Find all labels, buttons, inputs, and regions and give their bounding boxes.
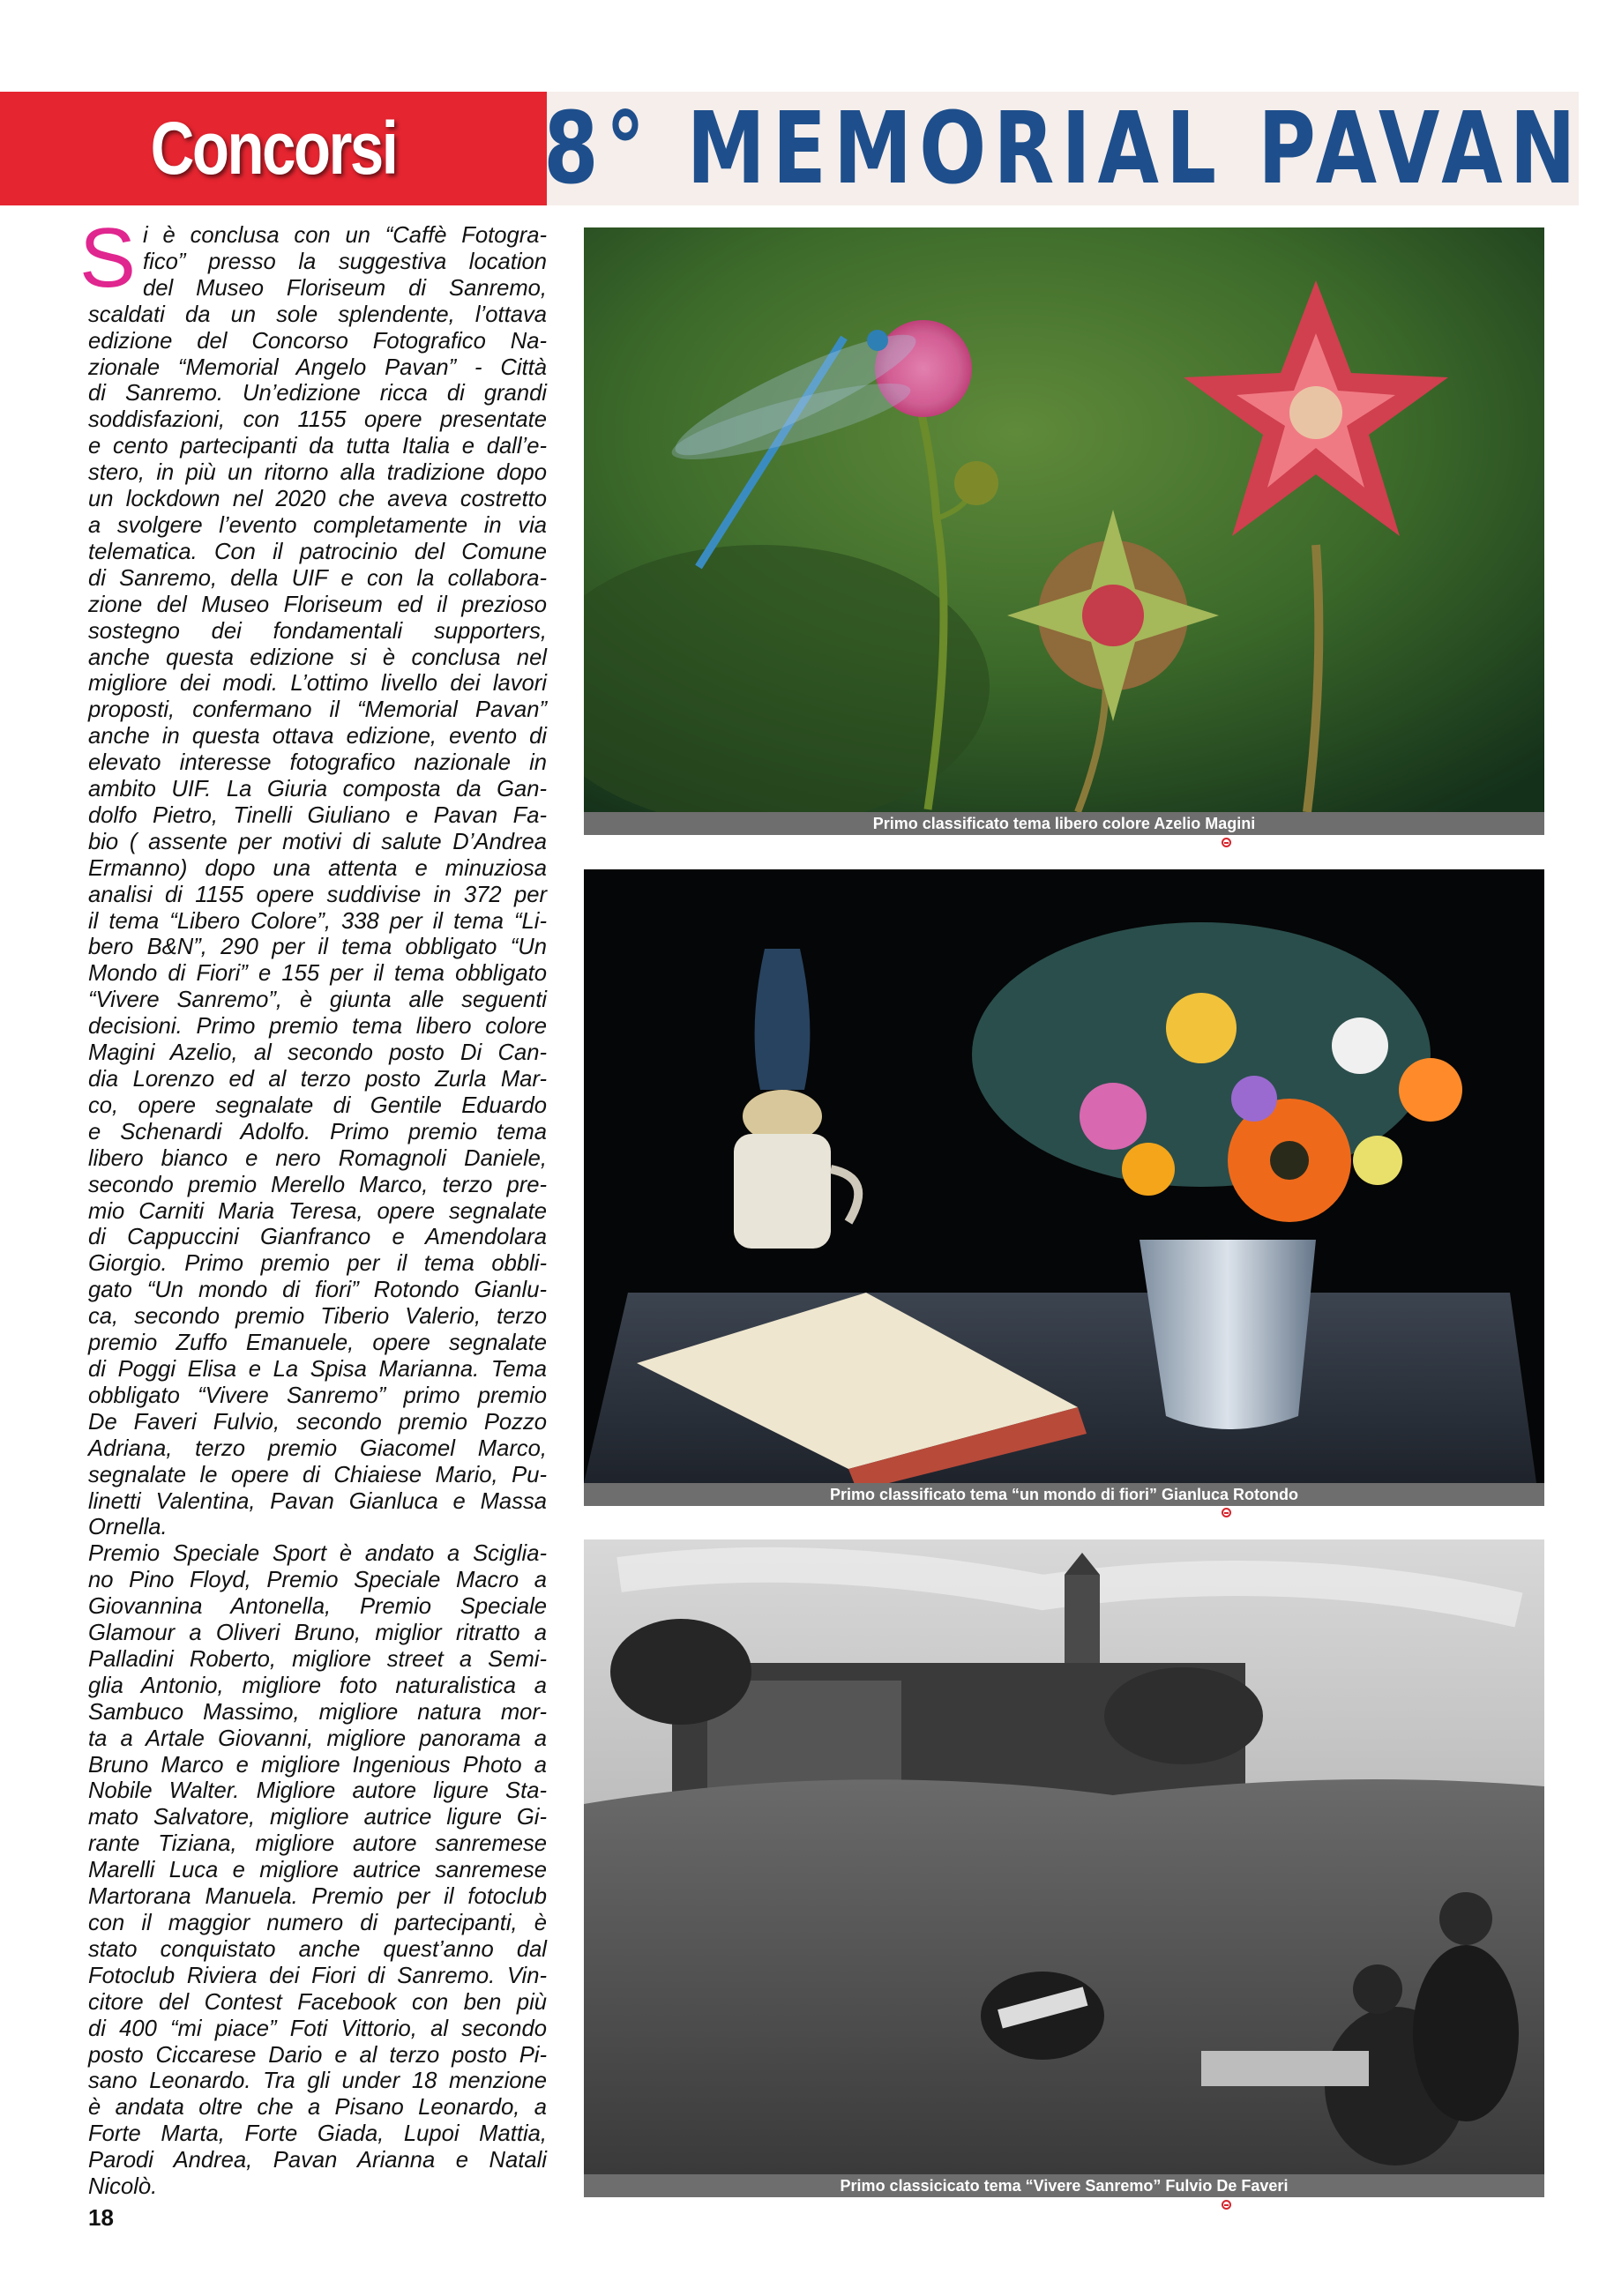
article-line: ca, secondo premio Tiberio Valerio, terzo — [88, 1304, 547, 1330]
article-line: scaldati da un sole splendente, l’ottava — [88, 302, 547, 327]
article-line: ta a Artale Giovanni, migliore panorama a — [88, 1726, 547, 1751]
article-line: zionale “Memorial Angelo Pavan” - Città — [88, 354, 547, 380]
article-line: posto Ciccarese Dario e al terzo posto Pi- — [88, 2042, 547, 2068]
article-line: stero, in più un ritorno alla tradizione dopo — [88, 460, 547, 486]
article-line: il tema “Libero Colore”, 338 per il tema “Li- — [88, 908, 547, 934]
article-line: Marelli Luca e migliore autrice sanremese — [88, 1858, 547, 1883]
article-line: bero B&N”, 290 per il tema obbligato “Un — [88, 935, 547, 960]
article-line: mio Carniti Maria Teresa, opere segnalate — [88, 1198, 547, 1224]
article-line: Ornella. — [88, 1515, 168, 1540]
article-line: gato “Un mondo di fiori” Rotondo Gianlu- — [88, 1278, 547, 1303]
photo-caption-1: Primo classificato tema libero colore Azelio Magini — [584, 812, 1544, 835]
article-line: no Pino Floyd, Premio Speciale Macro a — [88, 1568, 547, 1593]
article-line: libero bianco e nero Romagnoli Daniele, — [88, 1145, 547, 1171]
article-line: Giorgio. Primo premio per il tema obbli- — [88, 1251, 547, 1277]
article-line: anche questa edizione si è conclusa nel — [88, 645, 547, 670]
article-line: Magini Azelio, al secondo posto Di Can- — [88, 1040, 547, 1066]
article-line: e cento partecipanti da tutta Italia e dall’e- — [88, 434, 547, 459]
article-line: Giovannina Antonella, Premio Speciale — [88, 1594, 547, 1620]
photo-still-life-flowers — [584, 869, 1544, 1483]
article-line: sostegno dei fondamentali supporters, — [88, 618, 547, 644]
article-line: stato conquistato anche quest’anno dal — [88, 1936, 547, 1962]
article-line: Glamour a Oliveri Bruno, miglior ritratto a — [88, 1621, 547, 1646]
article-text — [88, 223, 547, 2201]
article-line: Nicolò. — [88, 2174, 158, 2200]
article-line: obbligato “Vivere Sanremo” primo premio — [88, 1383, 547, 1408]
article-line: telematica. Con il patrocinio del Comune — [88, 539, 547, 564]
article-line: Forte Marta, Forte Giada, Lupoi Mattia, — [88, 2121, 547, 2147]
article-line: Parodi Andrea, Pavan Arianna e Natali — [88, 2148, 547, 2173]
article-line: secondo premio Merello Marco, terzo pre- — [88, 1172, 547, 1197]
article-line: a svolgere l’evento completamente in via — [88, 512, 547, 538]
article-body — [79, 211, 547, 2201]
title-banner — [542, 91, 1583, 206]
photo-vivere-sanremo — [584, 1539, 1544, 2174]
article-line: co, opere segnalate di Gentile Eduardo — [88, 1092, 547, 1118]
article-line: di Sanremo, della UIF e con la collabora- — [88, 565, 547, 591]
article-line: con il maggior numero di partecipanti, è — [88, 1911, 547, 1935]
article-line: dia Lorenzo ed al terzo posto Zurla Mar- — [88, 1067, 547, 1092]
article-line: rante Tiziana, migliore autore sanremese — [88, 1831, 547, 1857]
article-line: edizione del Concorso Fotografico Na- — [88, 328, 547, 354]
caption-marker-icon — [1222, 838, 1231, 847]
article-line: del Museo Floriseum di Sanremo, — [143, 275, 547, 301]
drop-cap: S — [79, 211, 137, 305]
article-line: Sambuco Massimo, migliore natura mor- — [88, 1699, 547, 1725]
caption-marker-icon — [1222, 2200, 1231, 2210]
article-line: glia Antonio, migliore foto naturalistica a — [88, 1673, 547, 1698]
article-line: e Schenardi Adolfo. Primo premio tema — [88, 1119, 547, 1144]
photo-caption-3: Primo classicicato tema “Vivere Sanremo” Fulvio De Faveri — [584, 2174, 1544, 2197]
section-banner — [0, 92, 547, 205]
article-line: bio ( assente per motivi di salute D’Andrea — [88, 829, 547, 854]
article-line: sano Leonardo. Tra gli under 18 menzione — [88, 2069, 547, 2094]
article-line: Premio Speciale Sport è andato a Sciglia- — [88, 1541, 547, 1567]
article-line: i è conclusa con un “Caffè Fotogra- — [143, 223, 547, 248]
article-line: proposti, confermano il “Memorial Pavan” — [88, 697, 547, 723]
article-line: Nobile Walter. Migliore autore ligure Sta- — [88, 1778, 547, 1804]
article-line: Palladini Roberto, migliore street a Semi- — [88, 1646, 547, 1672]
article-line: è andata oltre che a Pisano Leonardo, a — [88, 2095, 547, 2121]
article-line: di 400 “mi piace” Foti Vittorio, al secondo — [88, 2016, 547, 2041]
article-line: fico” presso la suggestiva location — [143, 249, 547, 274]
article-line: Fotoclub Riviera dei Fiori di Sanremo. Vin- — [88, 1963, 547, 1988]
article-line: Mondo di Fiori” e 155 per il tema obbligato — [88, 961, 547, 987]
photo-caption-2: Primo classificato tema “un mondo di fiori” Gianluca Rotondo — [584, 1483, 1544, 1506]
photo-landscape-image — [584, 1539, 1544, 2174]
article-line: citore del Contest Facebook con ben più — [88, 1989, 547, 2015]
article-line: premio Zuffo Emanuele, opere segnalate — [88, 1331, 547, 1356]
article-line: ambito UIF. La Giuria composta da Gan- — [88, 777, 547, 802]
article-line: decisioni. Primo premio tema libero colore — [88, 1014, 547, 1040]
photo-macro-dragonfly — [584, 227, 1544, 812]
photo-dragonfly-image — [584, 227, 1544, 812]
article-line: segnalate le opere di Chiaiese Mario, Pu- — [88, 1462, 547, 1487]
article-line: De Faveri Fulvio, secondo premio Pozzo — [88, 1409, 547, 1435]
article-line: zione del Museo Floriseum ed il prezioso — [88, 592, 547, 617]
article-line: soddisfazioni, con 1155 opere presentate — [88, 407, 547, 433]
page-number: 18 — [88, 2204, 114, 2231]
article-line: anche in questa ottava edizione, evento di — [88, 724, 547, 749]
article-line: Ermanno) dopo una attenta e minuziosa — [88, 855, 547, 881]
article-line: Bruno Marco e migliore Ingenious Photo a — [88, 1752, 547, 1778]
article-line: dolfo Pietro, Tinelli Giuliano e Pavan Fa- — [88, 802, 547, 828]
article-line: migliore dei modi. L’ottimo livello dei lavori — [88, 671, 547, 697]
section-title: Concorsi — [150, 107, 397, 190]
article-line: “Vivere Sanremo”, è giunta alle seguenti — [88, 988, 547, 1013]
article-line: linetti Valentina, Pavan Gianluca e Massa — [88, 1488, 547, 1514]
article-line: mato Salvatore, migliore autrice ligure Gi- — [88, 1805, 547, 1830]
article-line: di Poggi Elisa e La Spisa Marianna. Tema — [88, 1356, 547, 1382]
article-line: un lockdown nel 2020 che aveva costretto — [88, 487, 547, 512]
article-line: Martorana Manuela. Premio per il fotoclub — [88, 1884, 547, 1910]
caption-marker-icon — [1222, 1508, 1231, 1517]
photo-still-life-image — [584, 869, 1544, 1483]
article-line: analisi di 1155 opere suddivise in 372 per — [88, 882, 547, 907]
article-line: Adriana, terzo premio Giacomel Marco, — [88, 1435, 547, 1461]
article-line: elevato interesse fotografico nazionale in — [88, 750, 547, 776]
article-line: di Sanremo. Un’edizione ricca di grandi — [88, 381, 547, 406]
page-title: 8° MEMORIAL PAVAN — [542, 91, 1583, 206]
article-line: di Cappuccini Gianfranco e Amendolara — [88, 1225, 547, 1250]
